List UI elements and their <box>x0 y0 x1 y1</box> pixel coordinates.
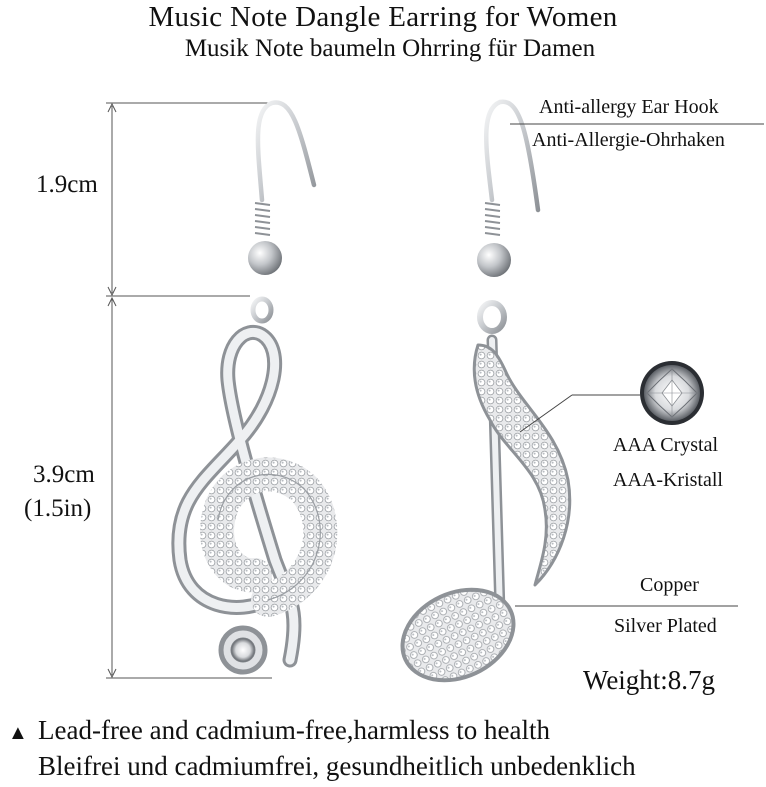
ear-hook-label-en: Anti-allergy Ear Hook <box>539 96 719 118</box>
pendant-height-inch-label: (1.5in) <box>24 495 92 522</box>
ear-hook-label-de: Anti-Allergie-Ohrhaken <box>532 129 725 151</box>
product-title: Music Note Dangle Earring for Women <box>148 1 618 33</box>
crystal-label-de: AAA-Kristall <box>613 469 723 491</box>
music-note-pendant <box>388 340 570 698</box>
left-bead <box>248 241 282 275</box>
feature-line-de: Bleifrei und cadmiumfrei, gesundheitlich unbedenklich <box>38 751 636 781</box>
triangle-up-icon: ▲ <box>8 722 28 744</box>
treble-clef-pendant <box>179 332 321 672</box>
feature-line-en: Lead-free and cadmium-free,harmless to health <box>38 715 550 745</box>
crystal-sample-icon <box>640 361 704 425</box>
crystal-label-en: AAA Crystal <box>613 434 718 456</box>
product-subtitle: Musik Note baumeln Ohrring für Damen <box>184 35 596 62</box>
weight-label: Weight:8.7g <box>583 665 716 695</box>
right-bead <box>477 243 511 277</box>
material-label-de: Silver Plated <box>614 615 717 637</box>
left-ear-hook <box>258 102 314 242</box>
hook-height-label: 1.9cm <box>36 171 98 198</box>
material-label-en: Copper <box>640 574 699 596</box>
pendant-height-label: 3.9cm <box>33 461 95 488</box>
